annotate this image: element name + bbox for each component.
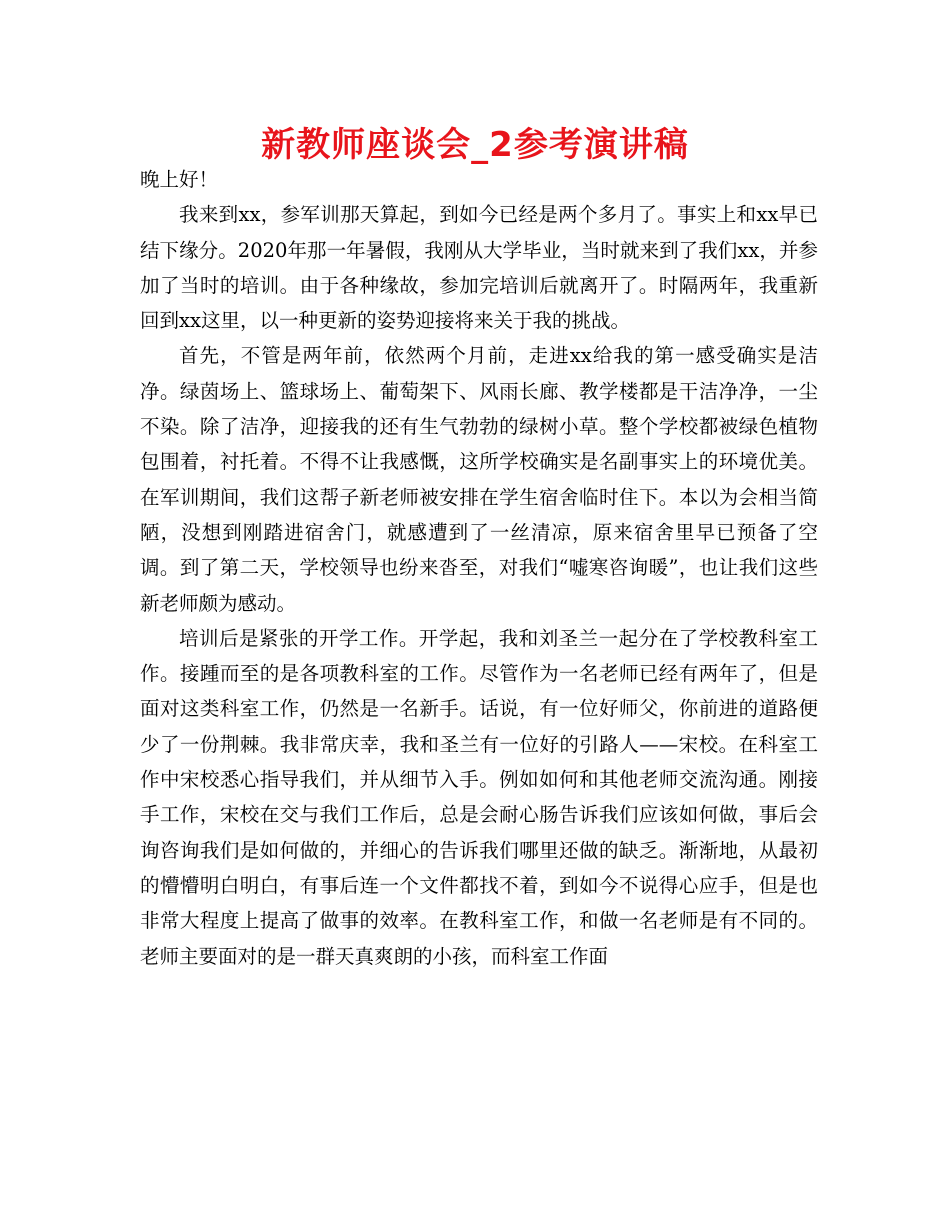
paragraph-1: 我来到xx，参军训那天算起，到如今已经是两个多月了。事实上和xx早已结下缘分。2020年那一年暑假，我刚从大学毕业，当时就来到了我们xx，并参加了当时的培训。由于各种缘故，参加完培训后就离开了。时隔两年，我重新回到xx这里，以一种更新的姿势迎接将来关于我的挑战。 [140,203,818,333]
document-title: 新教师座谈会_2参考演讲稿 [261,125,689,165]
paragraph-2: 首先，不管是两年前，依然两个月前，走进xx给我的第一感受确实是洁净。绿茵场上、篮球场上、葡萄架下、风雨长廊、教学楼都是干洁净净，一尘不染。除了洁净，迎接我的还有生气勃勃的绿树小草。整个学校都被绿色植物包围着，衬托着。不得不让我感慨，这所学校确实是名副事实上的环境优美。在军训期间，我们这帮子新老师被安排在学生宿舍临时住下。本以为会相当简陋，没想到刚踏进宿舍门，就感遭到了一丝清凉，原来宿舍里早已预备了空调。到了第二天，学校领导也纷来沓至，对我们“嘘寒咨询暖”，也让我们这些新老师颇为感动。 [140,344,818,615]
greeting-line: 晚上好！ [140,168,219,191]
document-body [140,162,818,974]
paragraph-3: 培训后是紧张的开学工作。开学起，我和刘圣兰一起分在了学校教科室工作。接踵而至的是各项教科室的工作。尽管作为一名老师已经有两年了，但是面对这类科室工作，仍然是一名新手。话说，有一位好师父，你前进的道路便少了一份荆棘。我非常庆幸，我和圣兰有一位好的引路人——宋校。在科室工作中宋校悉心指导我们，并从细节入手。例如如何和其他老师交流沟通。刚接手工作，宋校在交与我们工作后，总是会耐心肠告诉我们应该如何做，事后会询咨询我们是如何做的，并细心的告诉我们哪里还做的缺乏。渐渐地，从最初的懵懵明白明白，有事后连一个文件都找不着，到如今不说得心应手，但是也非常大程度上提高了做事的效率。在教科室工作，和做一名老师是有不同的。老师主要面对的是一群天真爽朗的小孩，而科室工作面 [140,626,818,968]
